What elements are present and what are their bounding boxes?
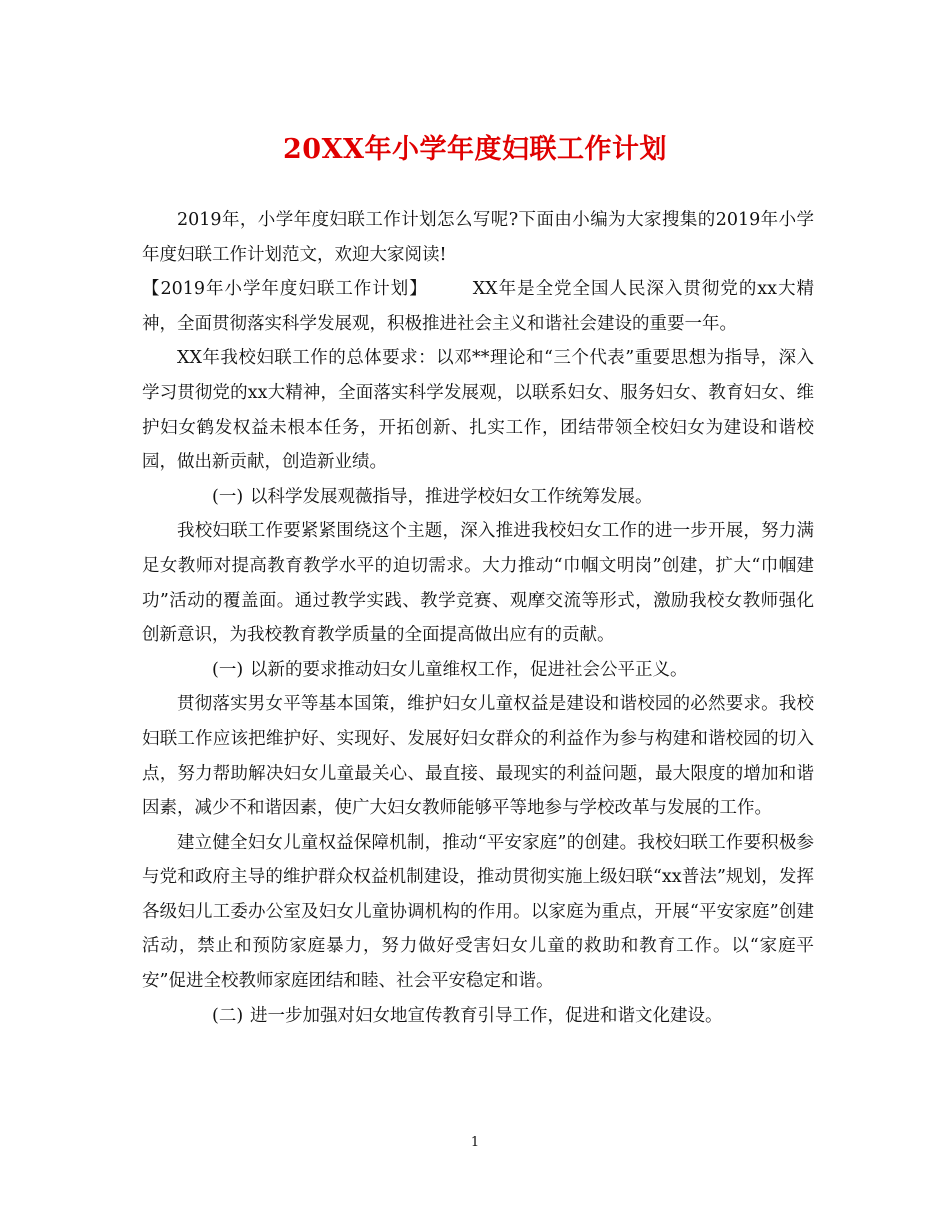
section-heading: [142, 480, 814, 515]
section-heading-text: 以科学发展观薇指导，推进学校妇女工作统筹发展。: [250, 486, 653, 507]
section-heading-text: 以新的要求推动妇女儿童维权工作，促进社会公平正义。: [250, 659, 688, 680]
paragraph-development: 我校妇联工作要紧紧围绕这个主题，深入推进我校妇女工作的进一步开展，努力满足女教师对提高教育教学水平的迫切需求。大力推动“巾帼文明岗”创建，扩大“巾帼建功”活动的覆盖面。通过教学实践、教学竞赛、观摩交流等形式，激励我校女教师强化创新意识，为我校教育教学质量的全面提高做出应有的贡献。: [142, 521, 814, 646]
paragraph-text: XX年是全党全国人民深入贯彻党的xx大精神，全面贯彻落实科学发展观，积极推进社会主义和谐社会建设的重要一年。: [142, 279, 814, 334]
paragraph-safe-family: 建立健全妇女儿童权益保障机制，推动“平安家庭”的创建。我校妇联工作要积极参与党和政府主导的维护群众权益机制建设，推动贯彻实施上级妇联“xx普法”规划，发挥各级妇儿工委办公室及妇女儿童协调机构的作用。以家庭为重点，开展“平安家庭”创建活动，禁止和预防家庭暴力，努力做好受害妇女儿童的救助和教育工作。以“家庭平安”促进全校教师家庭团结和睦、社会平安稳定和谐。: [142, 832, 814, 992]
section-heading: [142, 653, 814, 688]
paragraph-rights: 贯彻落实男女平等基本国策，维护妇女儿童权益是建设和谐校园的必然要求。我校妇联工作应该把维护好、实现好、发展好妇女群众的利益作为参与构建和谐校园的切入点，努力帮助解决妇女儿童最关心、最直接、最现实的利益问题，最大限度的增加和谐因素，减少不和谐因素，使广大妇女教师能够平等地参与学校改革与发展的工作。: [142, 694, 814, 819]
page-title: 20XX年小学年度妇联工作计划: [283, 134, 667, 165]
paragraph-intro: 2019年，小学年度妇联工作计划怎么写呢?下面由小编为大家搜集的2019年小学年度妇联工作计划范文，欢迎大家阅读!: [142, 210, 814, 265]
page-number: 1: [470, 1135, 480, 1150]
section-heading: [142, 999, 814, 1034]
bracket-label: 【2019年小学年度妇联工作计划】: [142, 279, 428, 300]
section-heading-text: 进一步加强对妇女地宣传教育引导工作，促进和谐文化建设。: [250, 1005, 723, 1026]
paragraph-plan-intro: [142, 272, 814, 341]
document-body: [142, 203, 814, 1033]
section-number: (二): [212, 1005, 244, 1026]
section-number: (一): [212, 486, 244, 507]
paragraph-requirements: XX年我校妇联工作的总体要求：以邓**理论和“三个代表”重要思想为指导，深入学习贯彻党的xx大精神，全面落实科学发展观，以联系妇女、服务妇女、教育妇女、维护妇女鹤发权益未根本任务，开拓创新、扎实工作，团结带领全校妇女为建设和谐校园，做出新贡献，创造新业绩。: [142, 348, 814, 473]
section-number: (一): [212, 659, 244, 680]
